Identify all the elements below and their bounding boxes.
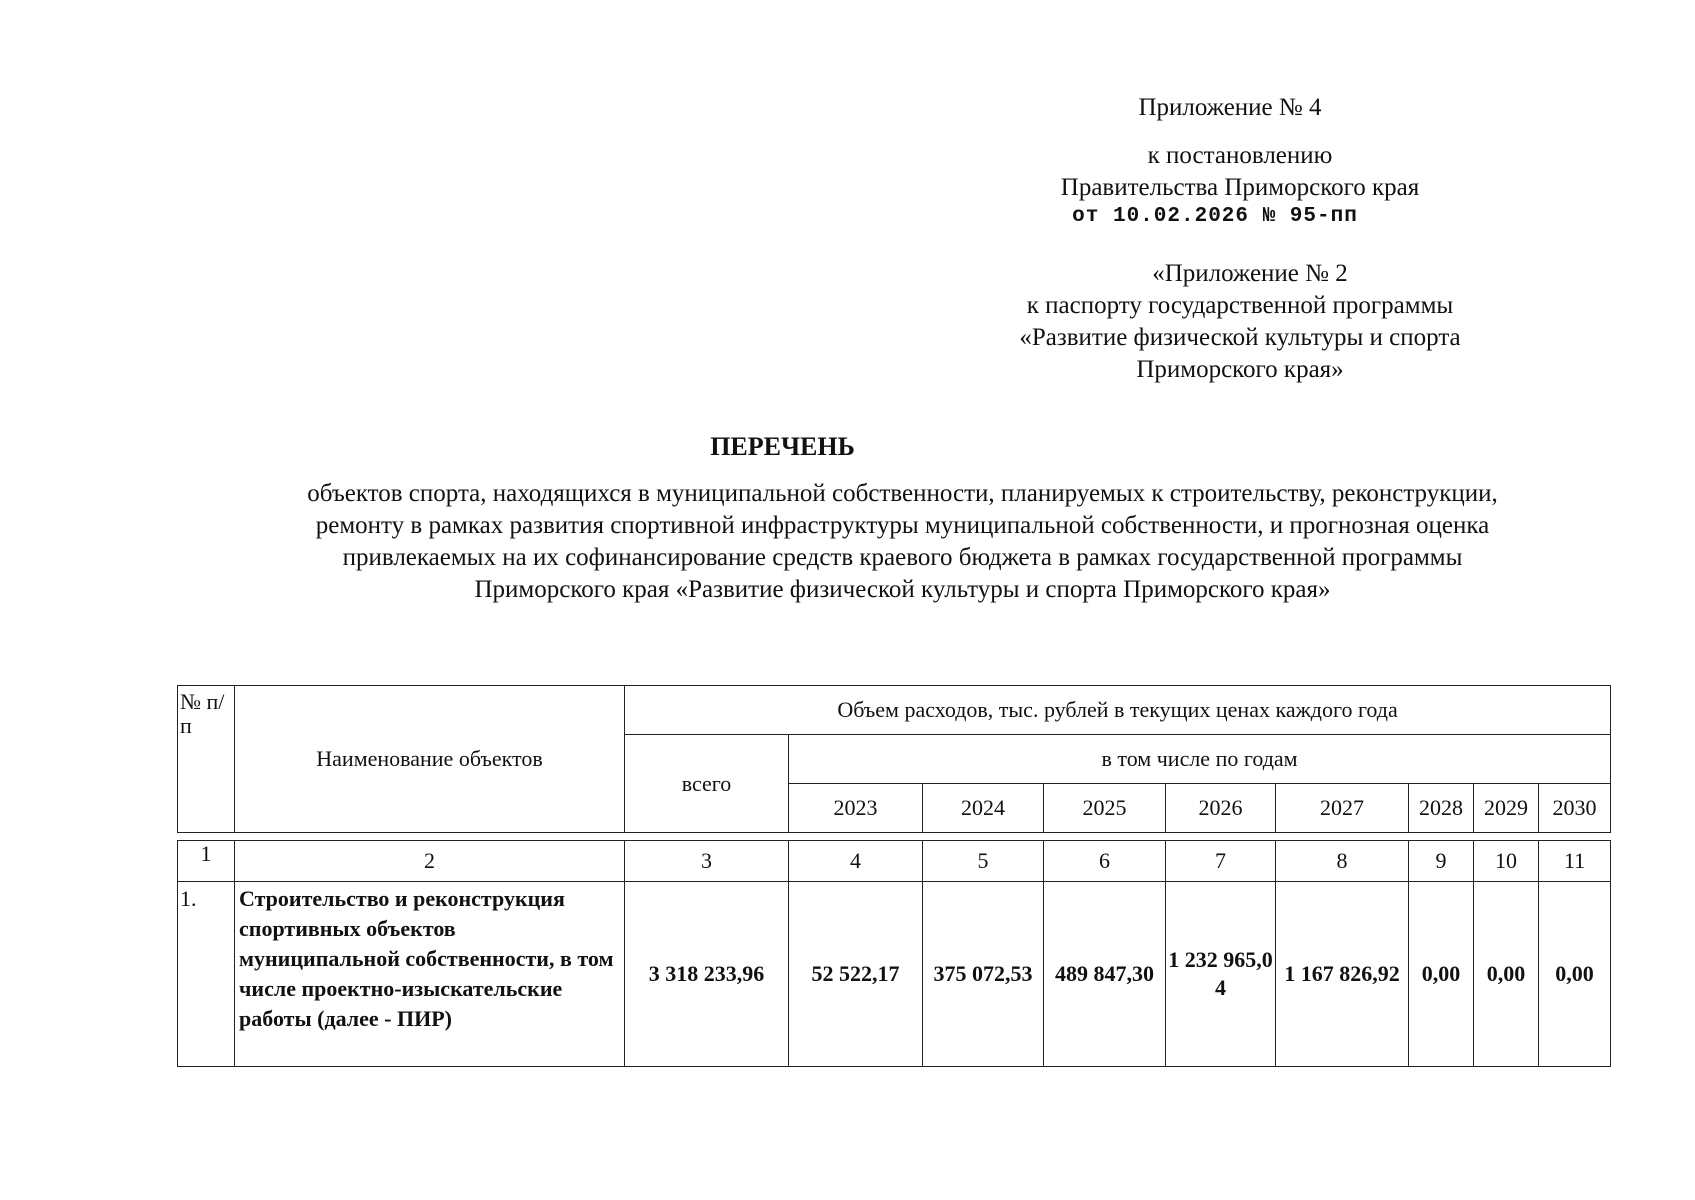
subtitle-line-3: привлекаемых на их софинансирование средств краевого бюджета в рамках государственной программы bbox=[342, 544, 1463, 571]
col-number-2: 2 bbox=[235, 841, 625, 882]
annex2-number: «Приложение № 2 bbox=[1152, 260, 1348, 287]
annex-government: Правительства Приморского края bbox=[1060, 174, 1420, 201]
annex-header bbox=[1040, 92, 1440, 230]
annex-to-resolution: к постановлению bbox=[1147, 142, 1333, 169]
col-number-6: 6 bbox=[1044, 841, 1166, 882]
subtitle-line-4: Приморского края «Развитие физической культуры и спорта Приморского края» bbox=[474, 576, 1331, 603]
row-total: 3 318 233,96 bbox=[625, 882, 789, 1067]
col-number-5: 5 bbox=[923, 841, 1044, 882]
header-year-2023: 2023 bbox=[789, 784, 923, 833]
row-2027: 1 167 826,92 bbox=[1276, 882, 1409, 1067]
row-2023: 52 522,17 bbox=[789, 882, 923, 1067]
header-total: всего bbox=[625, 735, 789, 833]
header-year-2028: 2028 bbox=[1409, 784, 1474, 833]
annex2-line3: Приморского края» bbox=[1136, 356, 1344, 383]
header-year-2029: 2029 bbox=[1474, 784, 1539, 833]
row-2030: 0,00 bbox=[1539, 882, 1611, 1067]
subtitle-line-1: объектов спорта, находящихся в муниципальной собственности, планируемых к строительству, реконструкции, bbox=[307, 480, 1498, 507]
row-2028: 0,00 bbox=[1409, 882, 1474, 1067]
document-title: ПЕРЕЧЕНЬ bbox=[710, 432, 855, 461]
row-name: Строительство и реконструкция спортивных объектов муниципальной собственности, в том числе проектно-изыскательские работы (далее - ПИР) bbox=[235, 882, 625, 1067]
table-row bbox=[178, 882, 1611, 1067]
document-subtitle bbox=[215, 478, 1590, 606]
annex2-line1: к паспорту государственной программы bbox=[1026, 292, 1454, 319]
col-number-9: 9 bbox=[1409, 841, 1474, 882]
header-year-2026: 2026 bbox=[1166, 784, 1276, 833]
annex2-line2: «Развитие физической культуры и спорта bbox=[1019, 324, 1461, 351]
row-2029: 0,00 bbox=[1474, 882, 1539, 1067]
header-year-2030: 2030 bbox=[1539, 784, 1611, 833]
annex2-header bbox=[1000, 258, 1560, 386]
col-number-4: 4 bbox=[789, 841, 923, 882]
col-number-11: 11 bbox=[1539, 841, 1611, 882]
annex-date-number: от 10.02.2026 № 95-пп bbox=[1072, 205, 1358, 228]
row-2025: 489 847,30 bbox=[1044, 882, 1166, 1067]
header-num: № п/п bbox=[178, 686, 235, 833]
col-number-3: 3 bbox=[625, 841, 789, 882]
objects-table bbox=[177, 685, 1611, 1067]
row-num: 1. bbox=[178, 882, 235, 1067]
annex-number: Приложение № 4 bbox=[1138, 94, 1322, 121]
header-year-2027: 2027 bbox=[1276, 784, 1409, 833]
col-number-7: 7 bbox=[1166, 841, 1276, 882]
header-by-years: в том числе по годам bbox=[789, 735, 1611, 784]
header-year-2024: 2024 bbox=[923, 784, 1044, 833]
row-2026: 1 232 965,04 bbox=[1166, 882, 1276, 1067]
col-number-10: 10 bbox=[1474, 841, 1539, 882]
row-2024: 375 072,53 bbox=[923, 882, 1044, 1067]
header-volume: Объем расходов, тыс. рублей в текущих ценах каждого года bbox=[625, 686, 1611, 735]
col-number-1: 1 bbox=[178, 841, 235, 882]
col-number-8: 8 bbox=[1276, 841, 1409, 882]
subtitle-line-2: ремонту в рамках развития спортивной инфраструктуры муниципальной собственности, и прогнозная оценка bbox=[315, 512, 1490, 539]
header-name: Наименование объектов bbox=[235, 686, 625, 833]
header-year-2025: 2025 bbox=[1044, 784, 1166, 833]
